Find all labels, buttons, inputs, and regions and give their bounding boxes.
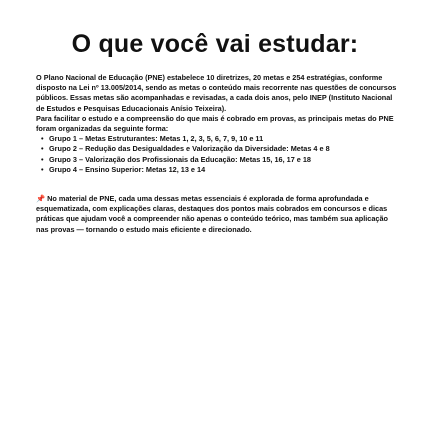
content-body — [36, 73, 400, 235]
groups-list — [36, 134, 400, 175]
page-title: O que você vai estudar: — [71, 30, 359, 58]
list-item: • Grupo 1 – Metas Estruturantes: Metas 1, 2, 3, 5, 6, 7, 9, 10 e 11 — [36, 134, 400, 144]
intro-paragraph: O Plano Nacional de Educação (PNE) estabelece 10 diretrizes, 20 metas e 254 estratégias, conforme disposto na Lei nº 13.005/2014, sendo as metas o conteúdo mais recorrente nas questões de concursos públicos. Essas metas são acompanhadas e revisadas, a cada dois anos, pelo INEP (Instituto Nacional de Estudos e Pesquisas Educacionais Anísio Teixeira). — [36, 73, 397, 113]
lead-paragraph: Para facilitar o estudo e a compreensão do que mais é cobrado em provas, as principais metas do PNE foram organizadas da seguinte forma: — [36, 113, 394, 134]
list-item: • Grupo 3 – Valorização dos Profissionais da Educação: Metas 15, 16, 17 e 18 — [36, 155, 400, 165]
pushpin-icon: 📌 — [36, 194, 46, 204]
list-item: • Grupo 4 – Ensino Superior: Metas 12, 13 e 14 — [36, 165, 400, 175]
highlight-text: No material de PNE, cada uma dessas metas essenciais é explorada de forma aprofundada e esquematizada, com explicações claras, destaques dos pontos mais cobrados em concursos e dicas práticas que ajudam você a compreender não apenas o conteúdo teórico, mas também sua aplicação nas provas — tornando o estudo mais eficiente e direcionado. — [36, 194, 388, 234]
highlight-paragraph — [36, 194, 400, 235]
list-item: • Grupo 2 – Redução das Desigualdades e Valorização da Diversidade: Metas 4 e 8 — [36, 144, 400, 154]
